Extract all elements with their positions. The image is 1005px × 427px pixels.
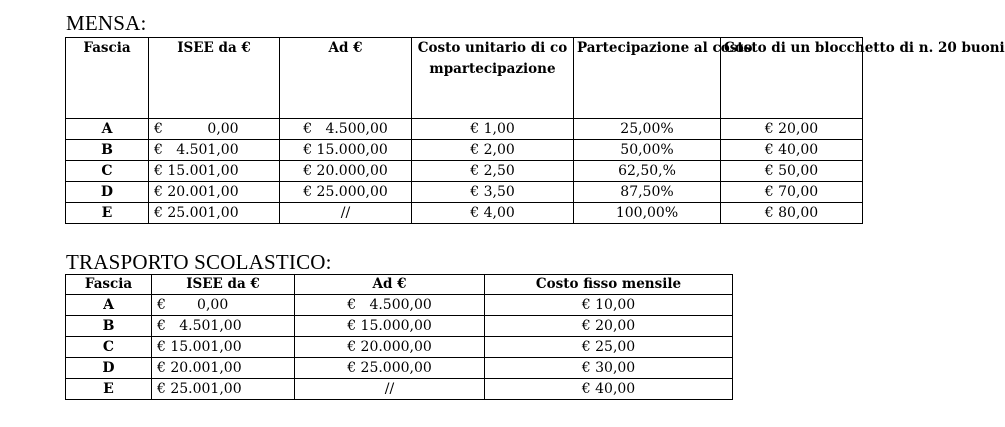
ad-cell: € 15.000,00 [295,316,485,337]
partecipazione-cell: 50,00% [574,140,721,161]
costo-blocchetto-cell: € 80,00 [721,203,863,224]
isee-da-cell: € 4.501,00 [152,316,295,337]
fascia-cell: C [66,337,152,358]
costo-fisso-cell: € 40,00 [485,379,733,400]
fascia-cell: E [66,203,149,224]
isee-da-cell: € 20.001,00 [152,358,295,379]
ad-cell: // [295,379,485,400]
isee-da-cell: € 25.001,00 [149,203,280,224]
isee-da-cell: € 4.501,00 [149,140,280,161]
isee-da-cell: € 15.001,00 [152,337,295,358]
costo-unitario-cell: € 1,00 [412,119,574,140]
costo-blocchetto-cell: € 20,00 [721,119,863,140]
mensa-header-costo-unitario: Costo unitario di compartecipazione [412,38,574,119]
ad-cell: € 25.000,00 [280,182,412,203]
mensa-header-costo-blocchetto: Costo di un blocchetto di n. 20 buoni [721,38,863,119]
ad-cell: € 4.500,00 [295,295,485,316]
costo-unitario-cell: € 2,50 [412,161,574,182]
mensa-header-fascia: Fascia [66,38,149,119]
mensa-header-ad: Ad € [280,38,412,119]
partecipazione-cell: 62,50,% [574,161,721,182]
mensa-table [65,37,1005,224]
fascia-cell: B [66,140,149,161]
costo-unitario-cell: € 2,00 [412,140,574,161]
table-row [66,379,733,400]
isee-da-cell: € 0,00 [149,119,280,140]
fascia-cell: C [66,161,149,182]
fascia-cell: D [66,182,149,203]
fascia-cell: A [66,119,149,140]
partecipazione-cell: 100,00% [574,203,721,224]
trasporto-table [65,274,733,400]
isee-da-cell: € 20.001,00 [149,182,280,203]
fascia-cell: E [66,379,152,400]
partecipazione-cell: 87,50% [574,182,721,203]
mensa-header-partecipazione: Partecipazione al costo [574,38,721,119]
ad-cell: € 25.000,00 [295,358,485,379]
ad-cell: € 20.000,00 [280,161,412,182]
table-row [66,203,863,224]
ad-cell: € 15.000,00 [280,140,412,161]
isee-da-cell: € 0,00 [152,295,295,316]
table-row [66,358,733,379]
costo-fisso-cell: € 30,00 [485,358,733,379]
table-row [66,182,863,203]
costo-fisso-cell: € 20,00 [485,316,733,337]
table-row [66,140,863,161]
costo-unitario-cell: € 4,00 [412,203,574,224]
costo-unitario-cell: € 3,50 [412,182,574,203]
table-row [66,295,733,316]
ad-cell: € 4.500,00 [280,119,412,140]
table-row [66,316,733,337]
costo-blocchetto-cell: € 40,00 [721,140,863,161]
mensa-header-isee-da: ISEE da € [149,38,280,119]
fascia-cell: A [66,295,152,316]
trasporto-header-isee-da: ISEE da € [152,275,295,295]
costo-fisso-cell: € 10,00 [485,295,733,316]
costo-blocchetto-cell: € 50,00 [721,161,863,182]
trasporto-header-costo-fisso: Costo fisso mensile [485,275,733,295]
trasporto-header-row [66,275,733,295]
mensa-title: MENSA: [66,11,147,35]
mensa-header-row [66,38,863,119]
ad-cell: € 20.000,00 [295,337,485,358]
costo-fisso-cell: € 25,00 [485,337,733,358]
isee-da-cell: € 15.001,00 [149,161,280,182]
fascia-cell: B [66,316,152,337]
table-row [66,161,863,182]
isee-da-cell: € 25.001,00 [152,379,295,400]
table-row [66,337,733,358]
costo-blocchetto-cell: € 70,00 [721,182,863,203]
table-row [66,119,863,140]
trasporto-header-fascia: Fascia [66,275,152,295]
ad-cell: // [280,203,412,224]
trasporto-title: TRASPORTO SCOLASTICO: [66,250,332,274]
fascia-cell: D [66,358,152,379]
trasporto-header-ad: Ad € [295,275,485,295]
partecipazione-cell: 25,00% [574,119,721,140]
